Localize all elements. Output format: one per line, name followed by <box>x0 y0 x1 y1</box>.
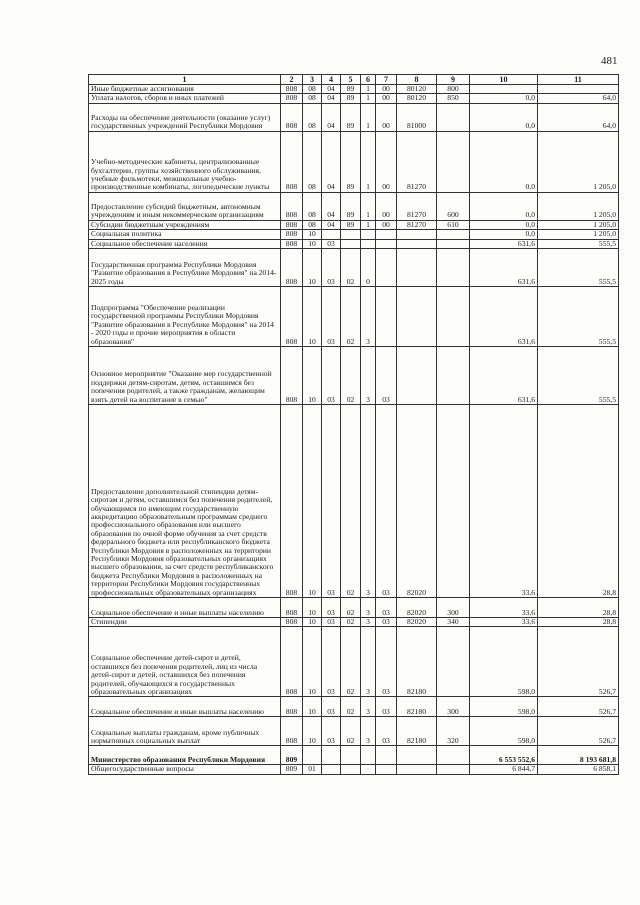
code-cell <box>341 230 361 239</box>
code-cell <box>397 287 437 347</box>
code-cell: 08 <box>303 94 322 103</box>
code-cell: 03 <box>322 239 341 248</box>
code-cell: 08 <box>303 85 322 94</box>
amount-cell-v11: 6 858,1 <box>538 765 619 774</box>
amount-cell-v10: 33,6 <box>470 618 538 627</box>
code-cell: 08 <box>303 192 322 220</box>
code-cell: 808 <box>281 230 303 239</box>
amount-cell-v11: 28,8 <box>538 618 619 627</box>
code-cell <box>361 230 376 239</box>
column-header: 9 <box>437 75 470 85</box>
amount-cell-v11: 8 193 681,8 <box>538 746 619 765</box>
code-cell: 03 <box>376 405 397 598</box>
column-header: 3 <box>303 75 322 85</box>
code-cell: 02 <box>341 618 361 627</box>
code-cell: 808 <box>281 85 303 94</box>
code-cell <box>341 765 361 774</box>
table-row <box>89 230 619 239</box>
row-name: Иные бюджетные ассигнования <box>89 85 281 94</box>
code-cell <box>303 746 322 765</box>
row-name: Субсидии бюджетным учреждениям <box>89 220 281 229</box>
amount-cell-v11: 28,8 <box>538 405 619 598</box>
code-cell: 3 <box>361 287 376 347</box>
code-cell: 02 <box>341 249 361 287</box>
table-row <box>89 287 619 347</box>
amount-cell-v11: 555,5 <box>538 249 619 287</box>
code-cell <box>397 746 437 765</box>
code-cell: 81270 <box>397 220 437 229</box>
amount-cell-v11: 555,5 <box>538 239 619 248</box>
code-cell <box>341 239 361 248</box>
code-cell: 03 <box>322 405 341 598</box>
code-cell <box>397 230 437 239</box>
amount-cell-v10: 631,6 <box>470 249 538 287</box>
table-row <box>89 220 619 229</box>
row-name: Министерство образования Республики Мордовия <box>89 746 281 765</box>
code-cell: 89 <box>341 220 361 229</box>
amount-cell-v10: 631,6 <box>470 287 538 347</box>
column-header: 7 <box>376 75 397 85</box>
code-cell: 808 <box>281 697 303 717</box>
code-cell <box>361 746 376 765</box>
code-cell <box>437 405 470 598</box>
table-row <box>89 717 619 746</box>
amount-cell-v11: 64,0 <box>538 94 619 103</box>
amount-cell-v10: 631,6 <box>470 347 538 405</box>
code-cell: 3 <box>361 347 376 405</box>
code-cell: 02 <box>341 598 361 618</box>
code-cell <box>322 765 341 774</box>
row-name: Социальное обеспечение и иные выплаты населению <box>89 697 281 717</box>
code-cell: 82180 <box>397 717 437 746</box>
code-cell: 02 <box>341 405 361 598</box>
amount-cell-v11: 526,7 <box>538 627 619 697</box>
code-cell: 808 <box>281 103 303 131</box>
code-cell: 10 <box>303 618 322 627</box>
row-name: Социальное обеспечение детей-сирот и детей, оставшихся без попечения родителей, лиц из числа детей-сирот и детей, оставшихся без попечения родителей, обучающихся в государственных образовательных организациях <box>89 627 281 697</box>
row-name: Предоставление дополнительной стипендии детям-сиротам и детям, оставшимся без попечения родителей, обучающимся по имеющим государственную аккредитацию образовательным программам среднего профессионального образования или высшего образования по очной форме обучения за счет средств федерального бюджета или республиканского бюджета Республики Мордовия в расположенных на территории Республики Мордовия образовательных организациях высшего образования, за счет средств республиканского бюджета Республики Мордовия в расположенных на территории Республики Мордовия государственных профессиональных образовательных организациях <box>89 405 281 598</box>
code-cell <box>341 746 361 765</box>
table-row <box>89 347 619 405</box>
table-row <box>89 746 619 765</box>
table-row <box>89 249 619 287</box>
code-cell: 1 <box>361 103 376 131</box>
code-cell: 10 <box>303 249 322 287</box>
code-cell: 82020 <box>397 405 437 598</box>
code-cell: 0 <box>361 249 376 287</box>
code-cell: 10 <box>303 717 322 746</box>
code-cell: 3 <box>361 618 376 627</box>
amount-cell-v11: 555,5 <box>538 347 619 405</box>
code-cell: 03 <box>376 347 397 405</box>
amount-cell-v10: 0,0 <box>470 131 538 192</box>
code-cell: 04 <box>322 220 341 229</box>
code-cell: 808 <box>281 94 303 103</box>
code-cell <box>397 239 437 248</box>
code-cell: 00 <box>376 103 397 131</box>
table-row <box>89 131 619 192</box>
code-cell: 03 <box>376 697 397 717</box>
code-cell: 08 <box>303 103 322 131</box>
amount-cell-v10: 0,0 <box>470 103 538 131</box>
code-cell: 03 <box>322 249 341 287</box>
row-name: Стипендии <box>89 618 281 627</box>
code-cell: 850 <box>437 94 470 103</box>
code-cell <box>397 249 437 287</box>
code-cell: 01 <box>303 765 322 774</box>
code-cell: 08 <box>303 220 322 229</box>
row-name: Государственная программа Республики Мордовия "Развитие образования в Республике Мордовия" на 2014-2025 годы <box>89 249 281 287</box>
code-cell: 02 <box>341 717 361 746</box>
code-cell: 809 <box>281 765 303 774</box>
code-cell: 808 <box>281 347 303 405</box>
code-cell: 04 <box>322 103 341 131</box>
amount-cell-v10: 0,0 <box>470 220 538 229</box>
code-cell: 00 <box>376 85 397 94</box>
code-cell: 808 <box>281 220 303 229</box>
page-number: 481 <box>601 55 618 67</box>
code-cell: 89 <box>341 94 361 103</box>
row-name: Социальное обеспечение населения <box>89 239 281 248</box>
code-cell: 00 <box>376 131 397 192</box>
code-cell: 03 <box>376 627 397 697</box>
code-cell <box>361 239 376 248</box>
code-cell: 04 <box>322 131 341 192</box>
amount-cell-v11 <box>538 85 619 94</box>
code-cell: 03 <box>322 627 341 697</box>
code-cell <box>322 746 341 765</box>
column-header: 2 <box>281 75 303 85</box>
code-cell: 89 <box>341 103 361 131</box>
code-cell <box>437 627 470 697</box>
code-cell: 04 <box>322 85 341 94</box>
code-cell: 03 <box>322 287 341 347</box>
column-header: 11 <box>538 75 619 85</box>
row-name: Социальная политика <box>89 230 281 239</box>
code-cell <box>376 287 397 347</box>
code-cell <box>376 249 397 287</box>
code-cell <box>376 765 397 774</box>
amount-cell-v11: 1 205,0 <box>538 192 619 220</box>
code-cell: 80120 <box>397 94 437 103</box>
code-cell <box>437 347 470 405</box>
code-cell: 80120 <box>397 85 437 94</box>
amount-cell-v10: 631,6 <box>470 239 538 248</box>
code-cell: 808 <box>281 249 303 287</box>
code-cell: 300 <box>437 598 470 618</box>
code-cell: 89 <box>341 131 361 192</box>
code-cell: 800 <box>437 85 470 94</box>
code-cell: 610 <box>437 220 470 229</box>
amount-cell-v10: 33,6 <box>470 598 538 618</box>
column-header: 6 <box>361 75 376 85</box>
code-cell: 02 <box>341 347 361 405</box>
code-cell: 81270 <box>397 192 437 220</box>
amount-cell-v10: 598,0 <box>470 717 538 746</box>
table-header-row <box>89 75 619 85</box>
amount-cell-v10: 598,0 <box>470 627 538 697</box>
row-name: Общегосударственные вопросы <box>89 765 281 774</box>
code-cell: 1 <box>361 94 376 103</box>
table-row <box>89 239 619 248</box>
code-cell: 808 <box>281 618 303 627</box>
table-row <box>89 94 619 103</box>
code-cell: 04 <box>322 94 341 103</box>
amount-cell-v10 <box>470 85 538 94</box>
row-name: Подпрограмма "Обеспечение реализации государственной программы Республики Мордовия "Развитие образования в Республике Мордовия" на 2014 - 2020 годы и прочие мероприятия в области образования" <box>89 287 281 347</box>
amount-cell-v10: 33,6 <box>470 405 538 598</box>
code-cell: 00 <box>376 192 397 220</box>
amount-cell-v11: 1 205,0 <box>538 131 619 192</box>
amount-cell-v10: 6 844,7 <box>470 765 538 774</box>
code-cell: 300 <box>437 697 470 717</box>
code-cell: 1 <box>361 85 376 94</box>
code-cell: 3 <box>361 627 376 697</box>
table-row <box>89 103 619 131</box>
code-cell: 808 <box>281 192 303 220</box>
code-cell <box>437 746 470 765</box>
column-header: 10 <box>470 75 538 85</box>
code-cell <box>437 103 470 131</box>
table-row <box>89 192 619 220</box>
code-cell: 82180 <box>397 627 437 697</box>
code-cell: 10 <box>303 598 322 618</box>
code-cell: 03 <box>376 598 397 618</box>
column-header: 4 <box>322 75 341 85</box>
code-cell <box>437 249 470 287</box>
code-cell <box>437 230 470 239</box>
code-cell: 89 <box>341 85 361 94</box>
code-cell <box>376 230 397 239</box>
code-cell <box>437 131 470 192</box>
code-cell: 1 <box>361 131 376 192</box>
code-cell: 03 <box>322 697 341 717</box>
code-cell <box>376 746 397 765</box>
row-name: Учебно-методические кабинеты, централизованные бухгалтерии, группы хозяйственного обслуживания, учебные фильмотеки, межшкольные учебно-производственные комбинаты, логопедические пункты <box>89 131 281 192</box>
amount-cell-v10: 0,0 <box>470 192 538 220</box>
amount-cell-v10: 598,0 <box>470 697 538 717</box>
code-cell: 00 <box>376 220 397 229</box>
code-cell: 03 <box>376 618 397 627</box>
table-row <box>89 618 619 627</box>
row-name: Основное мероприятие "Оказание мер государственной поддержки детям-сиротам, детям, оставшимся без попечения родителей, а также гражданам, желающим взять детей на воспитание в семью" <box>89 347 281 405</box>
code-cell: 02 <box>341 697 361 717</box>
row-name: Социальные выплаты гражданам, кроме публичных нормативных социальных выплат <box>89 717 281 746</box>
amount-cell-v11: 555,5 <box>538 287 619 347</box>
code-cell: 10 <box>303 347 322 405</box>
amount-cell-v10: 6 553 552,6 <box>470 746 538 765</box>
code-cell: 10 <box>303 287 322 347</box>
code-cell: 1 <box>361 192 376 220</box>
column-header: 8 <box>397 75 437 85</box>
table-row <box>89 85 619 94</box>
code-cell: 320 <box>437 717 470 746</box>
code-cell: 10 <box>303 405 322 598</box>
amount-cell-v11: 526,7 <box>538 717 619 746</box>
table-row <box>89 765 619 774</box>
code-cell <box>376 239 397 248</box>
code-cell: 808 <box>281 405 303 598</box>
code-cell: 600 <box>437 192 470 220</box>
code-cell: 3 <box>361 405 376 598</box>
code-cell: 340 <box>437 618 470 627</box>
code-cell: 3 <box>361 697 376 717</box>
code-cell: 89 <box>341 192 361 220</box>
code-cell: 10 <box>303 627 322 697</box>
code-cell: 10 <box>303 239 322 248</box>
code-cell <box>361 765 376 774</box>
row-name: Расходы на обеспечение деятельности (оказание услуг) государственных учреждений Республики Мордовия <box>89 103 281 131</box>
code-cell: 81270 <box>397 131 437 192</box>
code-cell: 10 <box>303 230 322 239</box>
code-cell: 02 <box>341 287 361 347</box>
code-cell: 03 <box>322 717 341 746</box>
table-row <box>89 697 619 717</box>
code-cell: 08 <box>303 131 322 192</box>
row-name: Уплата налогов, сборов и иных платежей <box>89 94 281 103</box>
code-cell: 3 <box>361 598 376 618</box>
amount-cell-v10: 0,0 <box>470 94 538 103</box>
amount-cell-v11: 1 205,0 <box>538 220 619 229</box>
code-cell: 03 <box>376 717 397 746</box>
code-cell: 808 <box>281 598 303 618</box>
code-cell: 82180 <box>397 697 437 717</box>
code-cell: 808 <box>281 239 303 248</box>
code-cell <box>397 347 437 405</box>
table-row <box>89 405 619 598</box>
row-name: Социальное обеспечение и иные выплаты населению <box>89 598 281 618</box>
amount-cell-v11: 1 205,0 <box>538 230 619 239</box>
code-cell: 03 <box>322 618 341 627</box>
code-cell <box>397 765 437 774</box>
table-row <box>89 627 619 697</box>
code-cell: 03 <box>322 598 341 618</box>
amount-cell-v10: 0,0 <box>470 230 538 239</box>
code-cell: 82020 <box>397 618 437 627</box>
code-cell: 3 <box>361 717 376 746</box>
table-row <box>89 598 619 618</box>
code-cell <box>437 239 470 248</box>
column-header: 1 <box>89 75 281 85</box>
code-cell: 1 <box>361 220 376 229</box>
amount-cell-v11: 28,8 <box>538 598 619 618</box>
code-cell: 808 <box>281 627 303 697</box>
code-cell <box>437 287 470 347</box>
amount-cell-v11: 64,0 <box>538 103 619 131</box>
budget-table <box>88 74 619 775</box>
code-cell: 02 <box>341 627 361 697</box>
code-cell <box>437 765 470 774</box>
code-cell: 81000 <box>397 103 437 131</box>
code-cell: 00 <box>376 94 397 103</box>
code-cell: 10 <box>303 697 322 717</box>
code-cell <box>322 230 341 239</box>
amount-cell-v11: 526,7 <box>538 697 619 717</box>
code-cell: 03 <box>322 347 341 405</box>
code-cell: 809 <box>281 746 303 765</box>
row-name: Предоставление субсидий бюджетным, автономным учреждениям и иным некоммерческим организациям <box>89 192 281 220</box>
code-cell: 82020 <box>397 598 437 618</box>
code-cell: 808 <box>281 131 303 192</box>
code-cell: 808 <box>281 287 303 347</box>
code-cell: 808 <box>281 717 303 746</box>
column-header: 5 <box>341 75 361 85</box>
code-cell: 04 <box>322 192 341 220</box>
